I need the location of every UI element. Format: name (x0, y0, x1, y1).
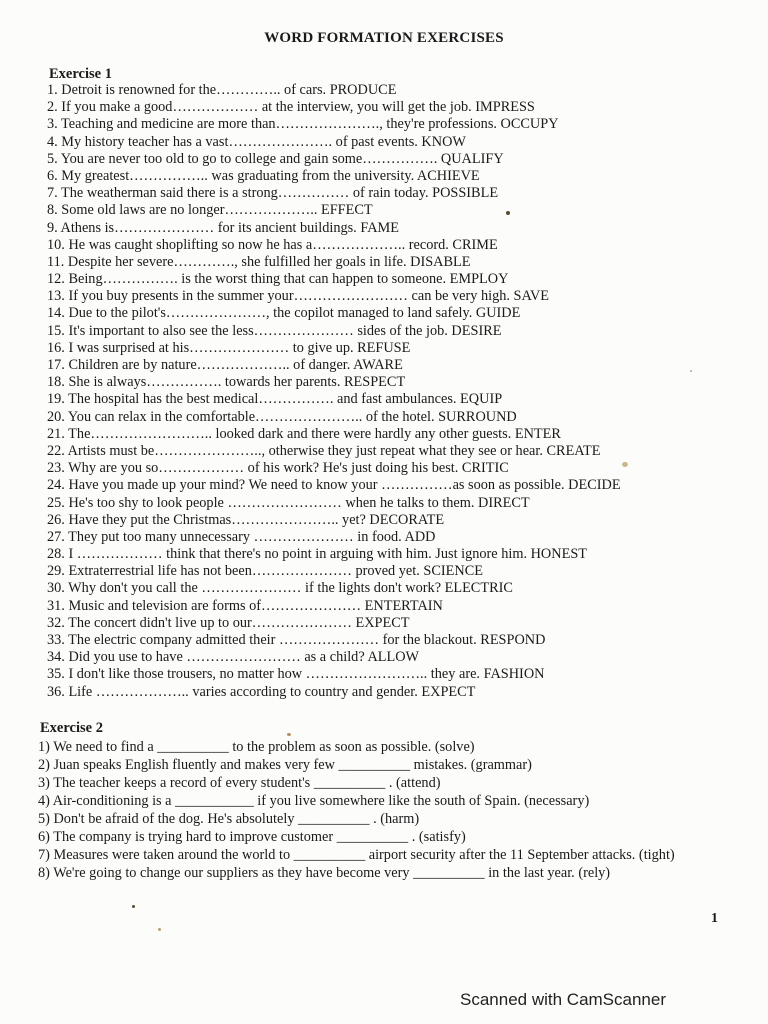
exercise-1-list (47, 82, 621, 701)
exercise-1-item: 28. I ……………… think that there's no point in arguing with him. Just ignore him. HONEST (47, 546, 588, 563)
exercise-1-item: 36. Life ……………….. varies according to country and gender. EXPECT (47, 683, 476, 700)
scan-speck (690, 370, 692, 372)
exercise-1-item: 26. Have they put the Christmas………………….. yet? DECORATE (47, 511, 445, 528)
exercise-1-heading: Exercise 1 (49, 66, 112, 82)
exercise-1-item: 4. My history teacher has a vast…………………. of past events. KNOW (47, 133, 466, 150)
exercise-1-item: 31. Music and television are forms of………………… ENTERTAIN (47, 597, 443, 614)
exercise-1-item: 3. Teaching and medicine are more than…………………., they're professions. OCCUPY (47, 116, 559, 133)
exercise-1-item: 21. The…………………….. looked dark and there were hardly any other guests. ENTER (47, 425, 561, 442)
exercise-1-item: 6. My greatest…………….. was graduating from the university. ACHIEVE (47, 167, 480, 184)
exercise-1-item: 33. The electric company admitted their ………………… for the blackout. RESPOND (47, 632, 546, 648)
scan-speck (287, 733, 291, 736)
exercise-1-item: 1. Detroit is renowned for the………….. of cars. PRODUCE (47, 82, 397, 98)
exercise-1-item: 2. If you make a good……………… at the interview, you will get the job. IMPRESS (47, 99, 535, 116)
exercise-1-item: 12. Being……………. is the worst thing that can happen to someone. EMPLOY (47, 271, 509, 288)
exercise-2-item: 6) The company is trying hard to improve customer __________ . (satisfy) (38, 829, 466, 845)
exercise-1-item: 9. Athens is………………… for its ancient buildings. FAME (47, 219, 399, 236)
exercise-1-item: 29. Extraterrestrial life has not been………………… proved yet. SCIENCE (47, 563, 483, 580)
exercise-1-item: 15. It's important to also see the less………………… sides of the job. DESIRE (47, 322, 502, 339)
page-title: WORD FORMATION EXERCISES (264, 30, 504, 46)
exercise-2-list (38, 738, 738, 882)
exercise-1-item: 11. Despite her severe…………., she fulfilled her goals in life. DISABLE (47, 253, 471, 270)
exercise-1-item: 7. The weatherman said there is a strong…………… of rain today. POSSIBLE (47, 185, 499, 202)
exercise-2-heading: Exercise 2 (40, 720, 103, 736)
exercise-1-item: 10. He was caught shoplifting so now he has a……………….. record. CRIME (47, 236, 498, 253)
exercise-1-item: 22. Artists must be………………….., otherwise they just repeat what they see or hear. CREATE (47, 442, 601, 459)
exercise-1-item: 34. Did you use to have …………………… as a child? ALLOW (47, 649, 420, 666)
scan-speck (158, 928, 161, 931)
exercise-2-item: 8) We're going to change our suppliers as they have become very __________ in the last year. (rely) (38, 865, 611, 881)
exercise-2-item: 3) The teacher keeps a record of every student's __________ . (attend) (38, 775, 441, 791)
scan-speck (132, 905, 135, 908)
exercise-2-item: 2) Juan speaks English fluently and makes very few __________ mistakes. (grammar) (38, 757, 532, 773)
exercise-1-item: 14. Due to the pilot's…………………, the copilot managed to land safely. GUIDE (47, 305, 521, 322)
exercise-1-item: 24. Have you made up your mind? We need to know your ……………as soon as possible. DECIDE (47, 477, 621, 494)
exercise-1-item: 27. They put too many unnecessary ………………… in food. ADD (47, 528, 436, 545)
exercise-1-item: 19. The hospital has the best medical……………. and fast ambulances. EQUIP (47, 391, 503, 408)
camscanner-watermark: Scanned with CamScanner (460, 990, 667, 1009)
exercise-2-item: 5) Don't be afraid of the dog. He's absolutely __________ . (harm) (38, 811, 420, 827)
exercise-1-item: 16. I was surprised at his………………… to give up. REFUSE (47, 339, 411, 356)
exercise-1-item: 32. The concert didn't live up to our………………… EXPECT (47, 614, 410, 631)
page-number: 1 (711, 911, 718, 926)
exercise-1-item: 17. Children are by nature……………….. of danger. AWARE (47, 357, 403, 373)
scan-speck (622, 462, 628, 467)
exercise-1-item: 35. I don't like those trousers, no matter how …………………….. they are. FASHION (47, 666, 545, 683)
exercise-1-item: 13. If you buy presents in the summer your…………………… can be very high. SAVE (47, 288, 550, 305)
exercise-1-item: 20. You can relax in the comfortable………………….. of the hotel. SURROUND (47, 408, 517, 425)
exercise-2-item: 4) Air-conditioning is a ___________ if you live somewhere like the south of Spain. (necessary) (38, 793, 590, 809)
exercise-1-item: 8. Some old laws are no longer……………….. EFFECT (47, 202, 373, 219)
exercise-1-item: 25. He's too shy to look people …………………… when he talks to them. DIRECT (47, 494, 530, 511)
exercise-1-item: 18. She is always……………. towards her parents. RESPECT (47, 374, 406, 391)
exercise-2-item: 1) We need to find a __________ to the problem as soon as possible. (solve) (38, 739, 475, 755)
exercise-1-item: 5. You are never too old to go to college and gain some……………. QUALIFY (47, 150, 504, 167)
exercise-1-item: 23. Why are you so……………… of his work? He's just doing his best. CRITIC (47, 460, 509, 477)
exercise-1-item: 30. Why don't you call the ………………… if the lights don't work? ELECTRIC (47, 580, 513, 597)
exercise-2-item: 7) Measures were taken around the world to __________ airport security after the 11 September attacks. (tight) (38, 847, 675, 863)
